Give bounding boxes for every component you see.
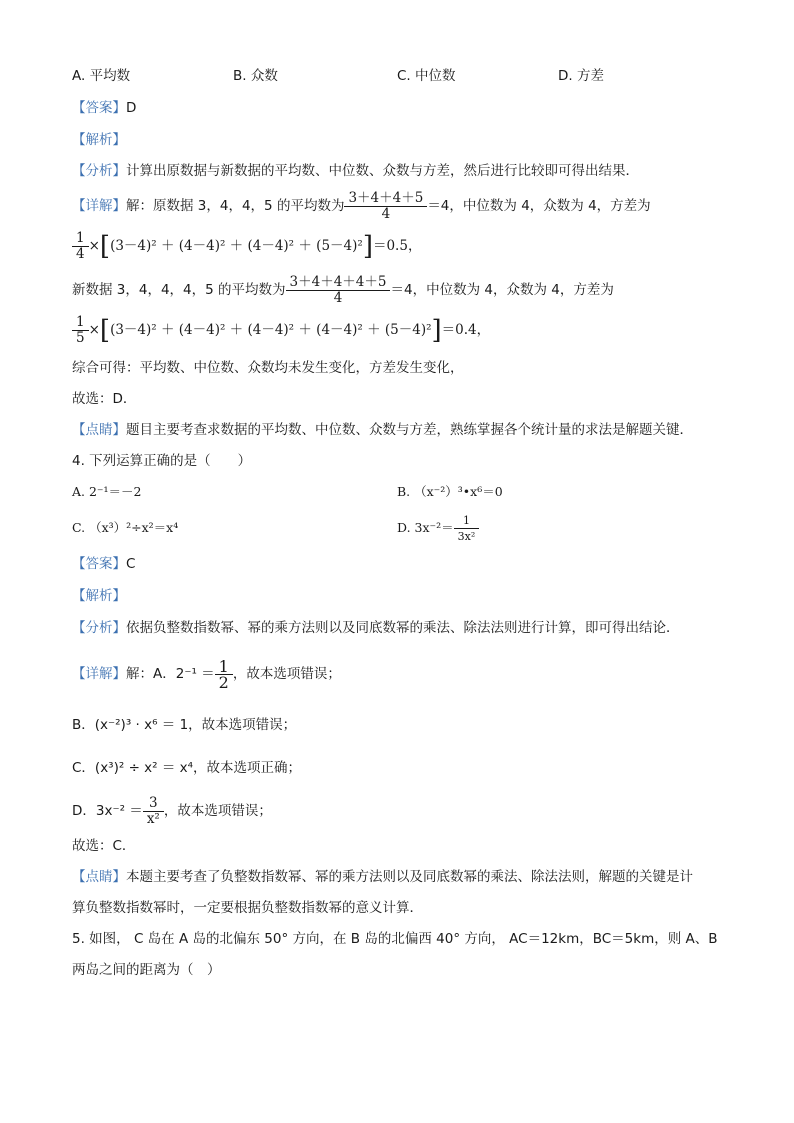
var2-body: (3－4)² ＋ (4－4)² ＋ (4－4)² ＋ (4－4)² ＋ (5－4)² xyxy=(110,322,432,338)
q4-option-d-fraction xyxy=(456,513,478,544)
var2-result: ＝0.4， xyxy=(441,322,491,338)
fenxi-tag: 【分析】 xyxy=(72,163,126,179)
q3-variance1: $\frac{1}{4}$ ×[(3－4)² ＋ (4－4)² ＋ (4－4)² ＋ (5－4)²]＝0.5， xyxy=(72,228,421,264)
answer-value: C xyxy=(126,556,136,572)
q3-new-data xyxy=(72,274,614,306)
new-text-a: 新数据 3，4，4，4，5 的平均数为 xyxy=(72,282,286,298)
q3-guxuan: 故选：D． xyxy=(72,391,137,407)
q3-xiangjie xyxy=(72,190,651,222)
q4-option-d-num: 1 xyxy=(462,514,470,527)
q4-jiexi-tag: 【解析】 xyxy=(72,588,126,604)
var1-coef-num: 1 xyxy=(76,230,85,246)
new-text-b: ＝4，中位数为 4，众数为 4，方差为 xyxy=(390,282,614,298)
q4-option-d-den: 3x² xyxy=(454,528,480,544)
answer-value: D xyxy=(126,100,137,116)
q4-line-d xyxy=(72,793,272,829)
q3-fenxi xyxy=(72,161,639,181)
mean1-denominator: 4 xyxy=(344,206,427,222)
answer-tag: 【答案】 xyxy=(72,556,126,572)
q4-option-b: B. （x⁻²）³•x⁶＝0 xyxy=(397,484,503,499)
xiangjie-a: 解：A．2⁻¹ ＝ xyxy=(126,666,215,682)
xiangjie-a-end: ，故本选项错误； xyxy=(232,666,341,682)
dianjing-tag: 【点睛】 xyxy=(72,422,126,438)
mean1-fraction xyxy=(346,191,425,222)
q4-line-b: B．(x⁻²)³ · x⁶ ＝ 1，故本选项错误； xyxy=(72,717,297,733)
mean2-fraction xyxy=(288,275,389,306)
q3-dianjing xyxy=(72,420,693,440)
q4-guxuan: 故选：C． xyxy=(72,838,136,854)
q3-zonghe: 综合可得：平均数、中位数、众数均未发生变化，方差发生变化， xyxy=(72,360,464,376)
var1-coef xyxy=(74,231,87,262)
q4-option-d-pre: D. 3x⁻²＝ xyxy=(397,520,454,535)
var2-coef-num: 1 xyxy=(76,314,85,330)
dianjing-tag: 【点睛】 xyxy=(72,869,126,885)
q4-dianjing xyxy=(72,867,693,887)
q4-line-c: C．(x³)² ÷ x² ＝ x⁴，故本选项正确； xyxy=(72,760,302,776)
d-fraction xyxy=(145,796,162,827)
a-fraction xyxy=(217,656,231,692)
xiangjie-tag: 【详解】 xyxy=(72,666,126,682)
q4-xiangjie xyxy=(72,656,341,692)
a-denominator: 2 xyxy=(215,674,233,690)
q4-option-d xyxy=(397,512,479,544)
fenxi-tag: 【分析】 xyxy=(72,620,126,636)
line-d-end: ，故本选项错误； xyxy=(163,803,272,819)
q4-stem: 4. 下列运算正确的是（ ） xyxy=(72,453,252,469)
mean2-denominator: 4 xyxy=(286,290,391,306)
line-d-pre: D．3x⁻² ＝ xyxy=(72,803,143,819)
answer-tag: 【答案】 xyxy=(72,100,126,116)
q5-stem-line2: 两岛之间的距离为（ ） xyxy=(72,962,221,978)
q4-dianjing-cont: 算负整数指数幂时，一定要根据负整数指数幂的意义计算． xyxy=(72,900,423,916)
d-numerator: 3 xyxy=(149,794,158,811)
d-denominator: x² xyxy=(143,811,164,827)
xiangjie-text-a: 解：原数据 3，4，4，5 的平均数为 xyxy=(126,198,345,214)
var2-coef xyxy=(74,315,87,346)
dianjing-text-1: 本题主要考查了负整数指数幂、幂的乘方法则以及同底数幂的乘法、除法法则，解题的关键是计 xyxy=(126,869,693,885)
q5-stem-line1: 5. 如图， C 岛在 A 岛的北偏东 50° 方向，在 B 岛的北偏西 40° 方向， AC＝12km，BC＝5km，则 A、B xyxy=(72,931,718,947)
q3-option-d: D. 方差 xyxy=(558,68,604,84)
mean1-numerator: 3＋4＋4＋5 xyxy=(348,189,424,206)
q4-option-a: A. 2⁻¹＝－2 xyxy=(72,484,142,499)
fenxi-text: 计算出原数据与新数据的平均数、中位数、众数与方差，然后进行比较即可得出结果． xyxy=(126,163,639,179)
q3-option-a: A. 平均数 xyxy=(72,68,131,84)
xiangjie-tag: 【详解】 xyxy=(72,198,126,214)
mean2-numerator: 3＋4＋4＋4＋5 xyxy=(289,273,387,290)
q4-fenxi xyxy=(72,618,680,638)
var2-coef-den: 5 xyxy=(72,330,89,346)
var1-body: (3－4)² ＋ (4－4)² ＋ (4－4)² ＋ (5－4)² xyxy=(110,238,363,254)
xiangjie-text-b: ＝4，中位数为 4，众数为 4，方差为 xyxy=(427,198,651,214)
q4-option-c: C. （x³）²÷x²＝x⁴ xyxy=(72,520,179,535)
fenxi-text: 依据负整数指数幂、幂的乘方法则以及同底数幂的乘法、除法法则进行计算，即可得出结论． xyxy=(126,620,680,636)
q3-jiexi-tag: 【解析】 xyxy=(72,132,126,148)
var1-result: ＝0.5， xyxy=(372,238,422,254)
dianjing-text: 题目主要考查求数据的平均数、中位数、众数与方差，熟练掌握各个统计量的求法是解题关键． xyxy=(126,422,693,438)
q3-answer xyxy=(72,98,136,118)
a-numerator: 1 xyxy=(218,656,229,676)
q3-option-b: B. 众数 xyxy=(233,68,278,84)
var1-coef-den: 4 xyxy=(72,246,89,262)
q3-option-c: C. 中位数 xyxy=(397,68,456,84)
q3-variance2: $\frac{1}{5}$ ×[(3－4)² ＋ (4－4)² ＋ (4－4)² ＋ (4－4)² ＋ (5－4)²]＝0.4， xyxy=(72,312,490,348)
q4-answer xyxy=(72,554,135,574)
